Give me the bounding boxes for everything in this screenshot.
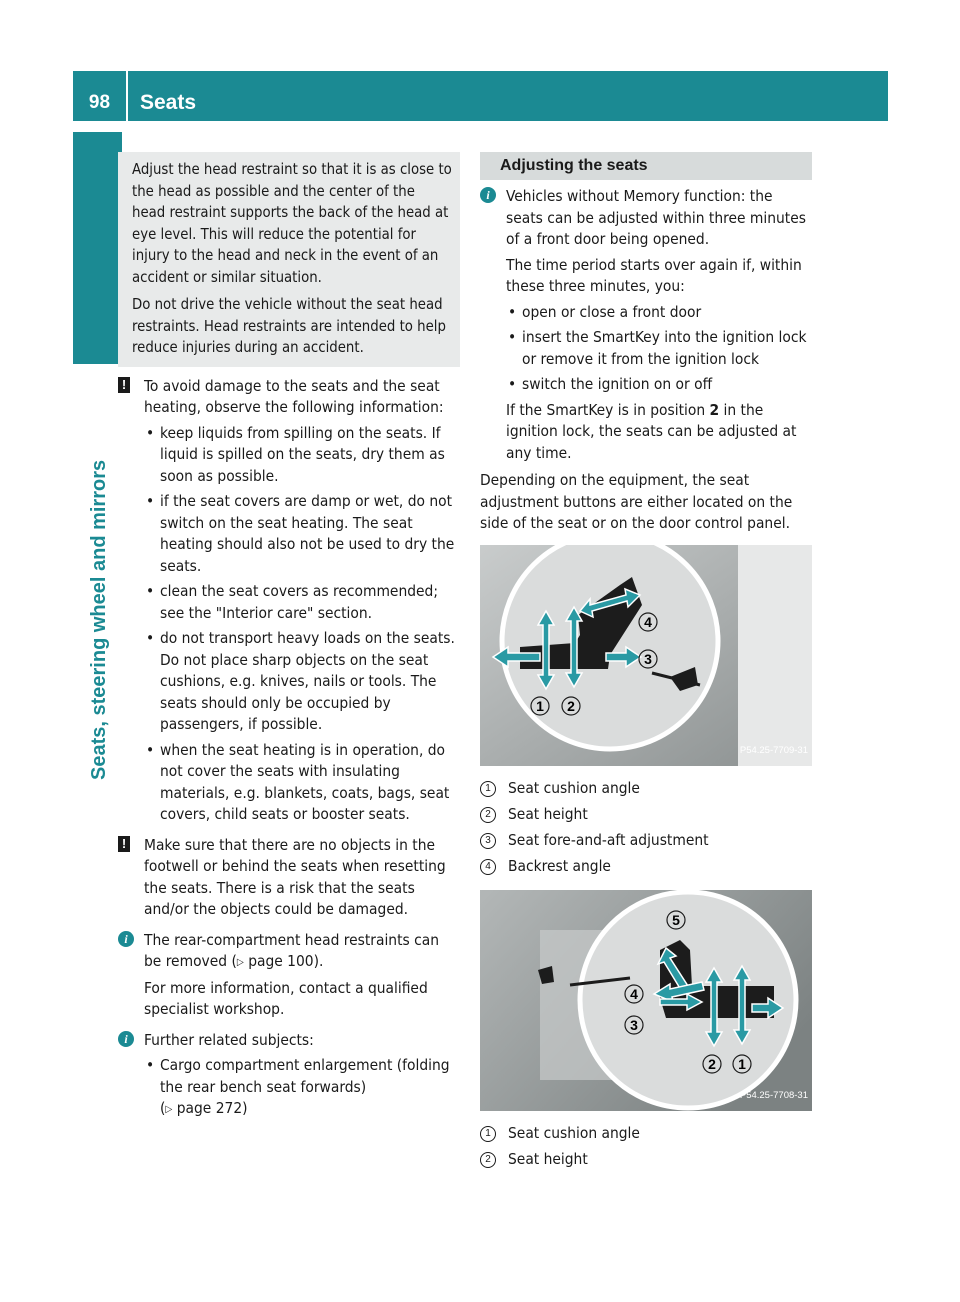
warning-text-1: Adjust the head restraint so that it is as close to the head as possible and the center of the head restraint supports the back of the head at eye level. This will reduce the potential for injury to the head and neck in the event of an accident or similar situation. (132, 161, 452, 286)
legend-item: 3 Seat fore-and-aft adjustment (480, 828, 812, 854)
info-text-3: If the SmartKey is in position 2 in the ignition lock, the seats can be adjusted at any time. (506, 400, 797, 462)
damage-note-footwell (118, 835, 460, 921)
callout-3: 3 (630, 1016, 638, 1033)
warning-box (118, 152, 460, 367)
page-ref-link[interactable]: page 272 (176, 1099, 243, 1117)
figure1-legend (480, 776, 812, 880)
page-number: 98 (88, 92, 111, 113)
section-title: Seats (140, 91, 197, 114)
info-icon: i (118, 931, 134, 947)
callout-4: 4 (644, 613, 652, 630)
side-tab (73, 132, 122, 364)
exclamation-icon: ! (118, 836, 130, 852)
info-note-related (118, 1030, 460, 1121)
warning-text-2: Do not drive the vehicle without the seat head restraints. Head restraints are intended to help reduce injuries during an accident. (132, 296, 446, 356)
body-paragraph: Depending on the equipment, the seat adjustment buttons are either located on the side of the seat or on the door control panel. (480, 471, 793, 532)
note-intro: To avoid damage to the seats and the seat heating, observe the following information: (144, 376, 444, 416)
right-column (480, 152, 812, 1173)
note-intro: Further related subjects: (144, 1030, 314, 1049)
list-item: • do not transport heavy loads on the seats. Do not place sharp objects on the seat cushions, e.g. knives, nails or tools. The seats should only be occupied by passengers, if possible. (144, 628, 460, 736)
callout-5: 5 (672, 911, 680, 928)
figure-seat-buttons (480, 545, 812, 766)
callout-1: 1 (536, 697, 544, 714)
info-bullet-list (506, 302, 812, 396)
callout-4: 4 (630, 985, 638, 1002)
page-ref-link[interactable]: page 100 (248, 952, 314, 970)
list-item: • switch the ignition on or off (506, 374, 812, 396)
damage-note-seats (118, 376, 460, 826)
list-item: • open or close a front door (506, 302, 812, 324)
info-icon: i (480, 187, 496, 203)
info-note-memory (480, 186, 812, 464)
figure-door-panel-buttons (480, 890, 812, 1111)
callout-2: 2 (708, 1055, 716, 1072)
list-item: • Cargo compartment enlargement (folding the rear bench seat forwards) (▷ page 272) (144, 1055, 460, 1121)
legend-item: 4 Backrest angle (480, 854, 812, 880)
list-item: • insert the SmartKey into the ignition lock or remove it from the ignition lock (506, 327, 812, 370)
list-item: • if the seat covers are damp or wet, do not switch on the seat heating. The seat heating should also not be used to dry the seats. (144, 491, 460, 577)
figure-caption: P54.25-7708-31 (739, 1090, 808, 1101)
page-ref-arrow-icon: ▷ (236, 957, 244, 968)
info-note-head-restraints (118, 930, 460, 1021)
note-text: Make sure that there are no objects in the footwell or behind the seats when resetting the seats. There is a risk that the seats and/or the objects could be damaged. (144, 835, 446, 918)
related-list (144, 1055, 460, 1121)
callout-1: 1 (738, 1055, 746, 1072)
figure-door-panel-illustration (480, 890, 812, 1111)
list-item: • clean the seat covers as recommended; see the "Interior care" section. (144, 581, 460, 624)
legend-item: 1 Seat cushion angle (480, 1121, 812, 1147)
left-column (118, 152, 460, 1125)
info-icon: i (118, 1031, 134, 1047)
page-ref-arrow-icon: ▷ (165, 1104, 173, 1115)
list-item: • when the seat heating is in operation, do not cover the seats with insulating materials, e.g. blankets, coats, bags, seat covers, child seats or booster seats. (144, 740, 460, 826)
subheading-adjusting-seats: Adjusting the seats (480, 152, 812, 180)
callout-2: 2 (567, 697, 575, 714)
legend-item: 2 Seat height (480, 802, 812, 828)
info-text-2: The time period starts over again if, within these three minutes, you: (506, 255, 802, 295)
figure-seat-buttons-illustration (480, 545, 812, 766)
callout-3: 3 (644, 650, 652, 667)
note-text: The rear-compartment head restraints can be removed (▷ page 100). (144, 930, 439, 970)
header-divider (126, 71, 128, 121)
info-text-1: Vehicles without Memory function: the seats can be adjusted within three minutes of a front door being opened. (506, 187, 806, 248)
figure2-legend (480, 1121, 812, 1173)
list-item: • keep liquids from spilling on the seats. If liquid is spilled on the seats, dry them as soon as possible. (144, 423, 460, 488)
exclamation-icon: ! (118, 377, 130, 393)
legend-item: 2 Seat height (480, 1147, 812, 1173)
figure-caption: P54.25-7709-31 (739, 745, 808, 756)
legend-item: 1 Seat cushion angle (480, 776, 812, 802)
header-bar (73, 71, 888, 121)
note-text-2: For more information, contact a qualified specialist workshop. (144, 978, 428, 1018)
chapter-side-label: Seats, steering wheel and mirrors (88, 459, 110, 780)
note-bullet-list (144, 423, 460, 826)
